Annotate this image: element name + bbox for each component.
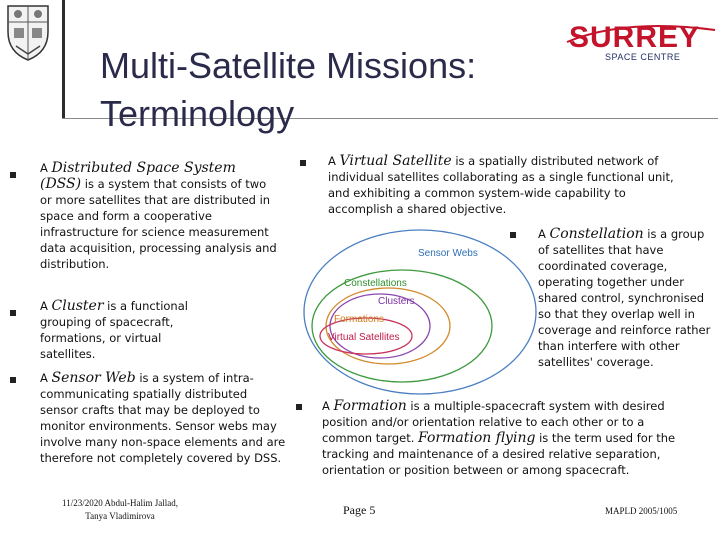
label-constellations: Constellations <box>344 278 407 289</box>
virtual-satellite-definition: A Virtual Satellite is a spatially distributed network of individual satellites collaborating as a single functional unit, and exhibiting a common system-wide capability to accomplish a shared objective. <box>328 153 674 216</box>
sensor-web-definition: A Sensor Web is a system of intra-communicating spatially distributed sensor crafts that may be deployed to monitor environments. Sensor webs may involve many non-space elements and are therefore not completely covered by DSS. <box>40 370 286 465</box>
label-formations: Formations <box>334 314 385 325</box>
title-line-1: Multi-Satellite Missions: <box>100 45 477 86</box>
slide-title <box>100 42 540 138</box>
logo-wordmark: SURREY <box>569 21 701 54</box>
dss-definition: A Distributed Space System (DSS) is a system that consists of two or more satellites that are distributed in space and form a cooperative infrastructure for science measurement data acquisition, processing analysis and distribution. <box>40 160 277 271</box>
bullet-icon <box>10 172 16 178</box>
bullet-icon <box>300 160 306 166</box>
formation-definition: A Formation is a multiple-spacecraft system with desired position and/or orientation relative to each other or to a common target. Formation flying is the term used for the tracking and maintenance of a desired relative separation, orientation or position between or among spacecraft. <box>322 398 676 477</box>
term-dss: Distributed Space System (DSS) <box>40 160 236 192</box>
title-rule-vertical <box>62 0 65 118</box>
footer-author <box>40 497 200 523</box>
term-formation: Formation <box>333 398 407 414</box>
title-line-2: Terminology <box>100 93 295 134</box>
university-crest-icon <box>2 2 54 62</box>
label-sensor-webs: Sensor Webs <box>418 248 478 259</box>
term-cluster: Cluster <box>51 298 104 314</box>
term-constellation: Constellation <box>549 226 644 242</box>
bullet-icon <box>296 404 302 410</box>
label-virtual-satellites: Virtual Satellites <box>328 332 400 343</box>
footer-conference: MAPLD 2005/1005 <box>605 506 678 516</box>
logo-subtitle: SPACE CENTRE <box>605 52 681 62</box>
terminology-venn-diagram <box>302 228 538 398</box>
term-virtual-satellite: Virtual Satellite <box>339 153 452 169</box>
term-sensor-web: Sensor Web <box>51 370 136 386</box>
cluster-definition: A Cluster is a functional grouping of spacecraft, formations, or virtual satellites. <box>40 298 188 361</box>
page-number: Page 5 <box>343 503 376 517</box>
constellation-definition: A Constellation is a group of satellites that have coordinated coverage, operating together under shared control, synchronised so that they overlap well in coverage and reinforce rather than interfere with other satellites' coverage. <box>538 226 711 369</box>
label-clusters: Clusters <box>378 296 415 307</box>
bullet-icon <box>10 310 16 316</box>
footer-author-line-2: Tanya Vladimirova <box>85 511 155 521</box>
surrey-logo <box>565 22 720 64</box>
term-formation-flying: Formation flying <box>418 430 536 446</box>
footer-author-line-1: 11/23/2020 Abdul-Halim Jallad, <box>62 498 178 508</box>
bullet-icon <box>10 377 16 383</box>
